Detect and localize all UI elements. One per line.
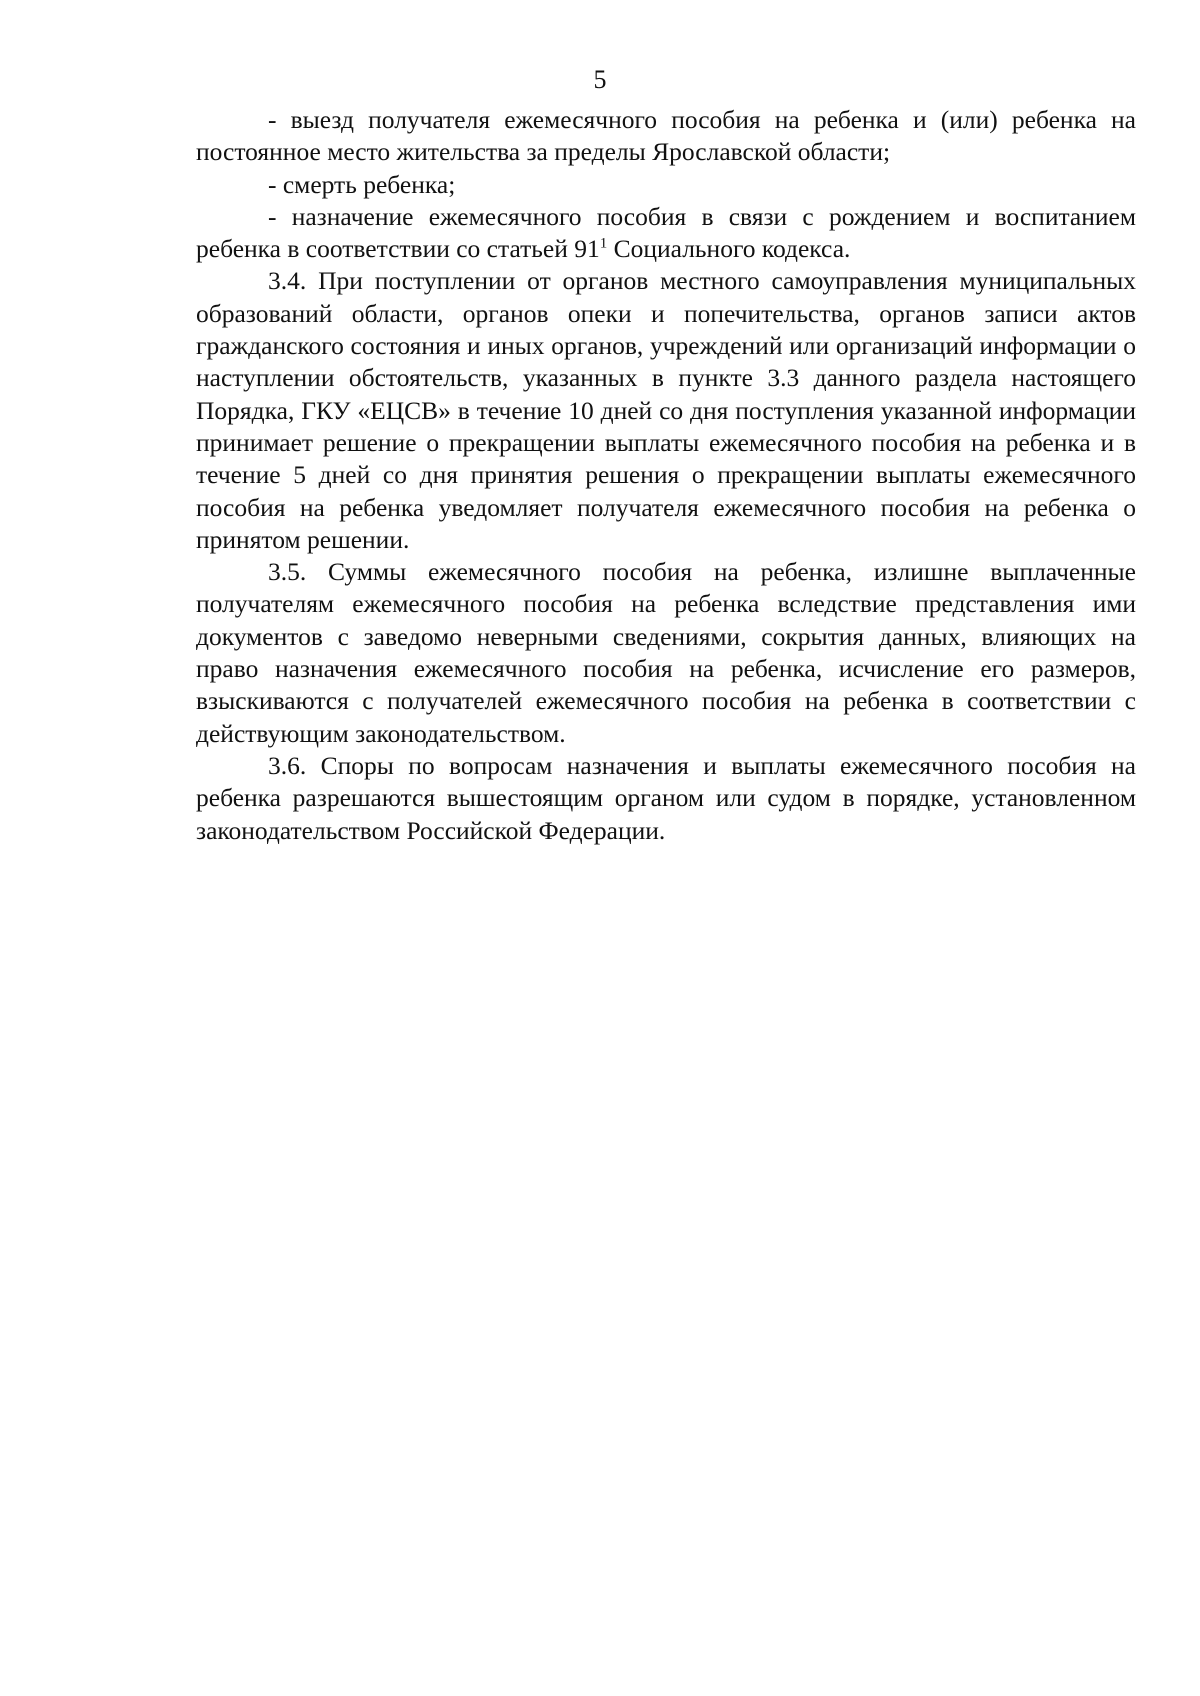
- assignment-text: - назначение ежемесячного пособия в связи с рождением и воспитанием ребенка в соответствии со статьей 91: [196, 201, 1136, 264]
- page-number: 5: [593, 65, 607, 94]
- assignment-text-tail: Социального кодекса.: [607, 234, 851, 264]
- article-superscript: 1: [599, 235, 608, 252]
- list-item-assignment: [196, 201, 1136, 266]
- clause-3-6: 3.6. Споры по вопросам назначения и выплаты ежемесячного пособия на ребенка разрешаются вышестоящим органом или судом в порядке, установленном законодательством Российской Федерации.: [196, 750, 1136, 845]
- list-item-death: - смерть ребенка;: [268, 169, 456, 199]
- clause-3-5: 3.5. Суммы ежемесячного пособия на ребенка, излишне выплаченные получателям ежемесячного пособия на ребенка вследствие представления ими документов с заведомо неверными сведениями, сокрытия данных, влияющих на право назначения ежемесячного пособия на ребенка, исчисление его размеров, взыскиваются с получателей ежемесячного пособия на ребенка в соответствии с действующим законодательством.: [196, 557, 1136, 748]
- clause-3-4: 3.4. При поступлении от органов местного самоуправления муниципальных образований области, органов опеки и попечительства, органов записи актов гражданского состояния и иных органов, учреждений или организаций информации о наступлении обстоятельств, указанных в пункте 3.3 данного раздела настоящего Порядка, ГКУ «ЕЦСВ» в течение 10 дней со дня поступления указанной информации принимает решение о прекращении выплаты ежемесячного пособия на ребенка и в течение 5 дней со дня принятия решения о прекращении выплаты ежемесячного пособия на ребенка уведомляет получателя ежемесячного пособия на ребенка о принятом решении.: [196, 266, 1136, 554]
- document-body: [196, 104, 1136, 847]
- list-item-departure: - выезд получателя ежемесячного пособия на ребенка и (или) ребенка на постоянное место жительства за пределы Ярославской области;: [196, 105, 1136, 167]
